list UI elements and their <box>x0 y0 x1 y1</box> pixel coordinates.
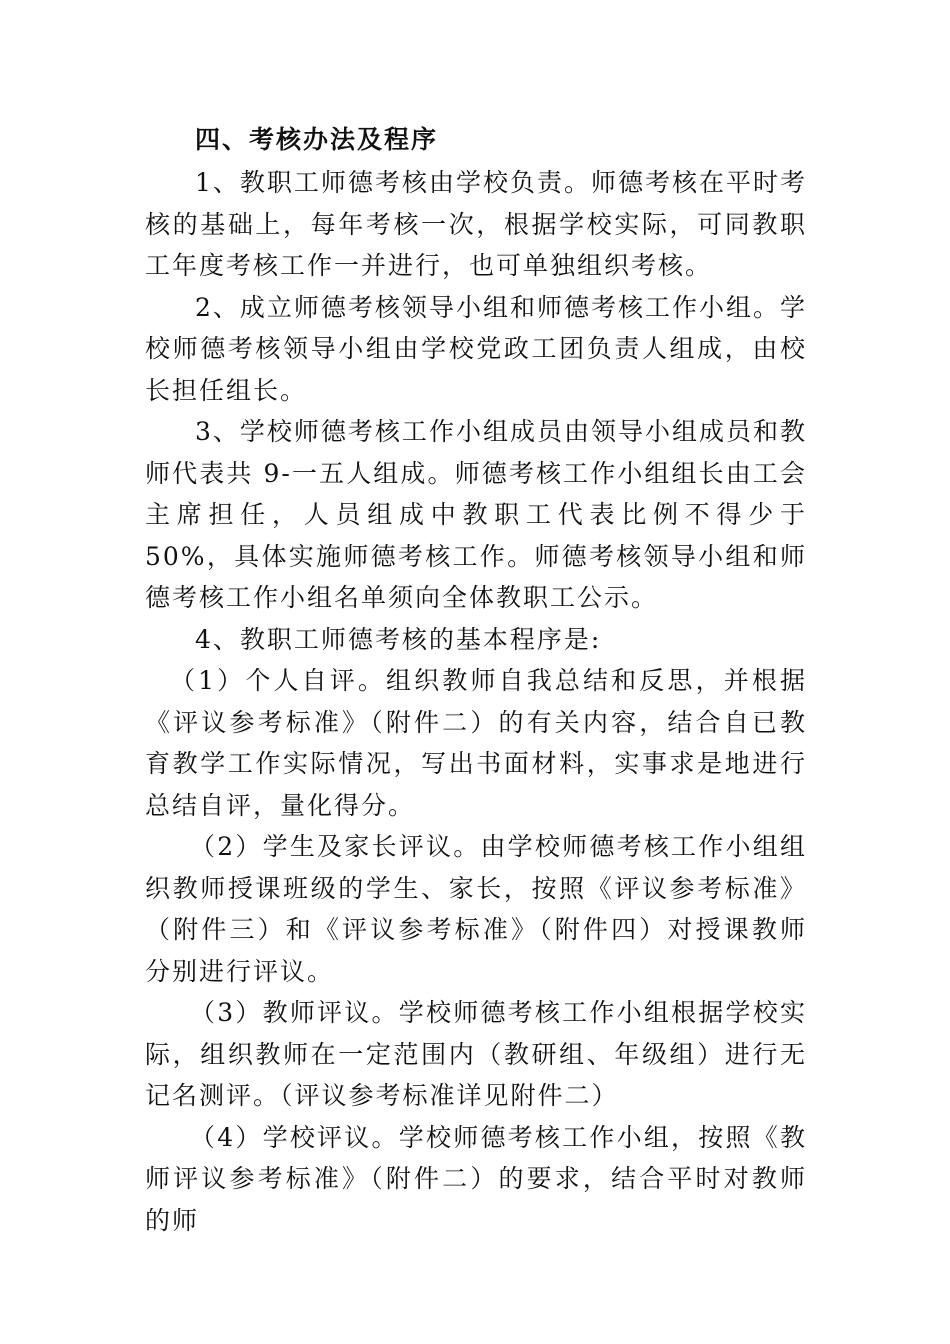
paragraph-2: 2、成立师德考核领导小组和师德考核工作小组。学校师德考核领导小组由学校党政工团负责人组成，由校长担任组长。 <box>145 292 807 405</box>
section-heading: 四、考核办法及程序 <box>195 125 439 154</box>
paragraph-7: （3）教师评议。学校师德考核工作小组根据学校实际，组织教师在一定范围内（教研组、年级组）进行无记名测评。（评议参考标准详见附件二） <box>145 998 807 1110</box>
paragraph-3: 3、学校师德考核工作小组成员由领导小组成员和教师代表共 9-一五人组成。师德考核工作小组组长由工会主席担任，人员组成中教职工代表比例不得少于 50%，具体实施师德考核工作。师德考核领导小组和师德考核工作小组名单须向全体教职工公示。 <box>145 417 807 612</box>
paragraph-8: （4）学校评议。学校师德考核工作小组，按照《教师评议参考标准》（附件二）的要求，结合平时对教师的师 <box>145 1122 807 1235</box>
paragraph-1: 1、教职工师德考核由学校负责。师德考核在平时考核的基础上，每年考核一次，根据学校实际，可同教职工年度考核工作一并进行，也可单独组织考核。 <box>145 168 807 280</box>
paragraph-6: （2）学生及家长评议。由学校师德考核工作小组组织教师授课班级的学生、家长，按照《评议参考标准》（附件三）和《评议参考标准》（附件四）对授课教师分别进行评议。 <box>145 832 807 986</box>
paragraph-4: 4、教职工师德考核的基本程序是: <box>195 624 602 654</box>
document-page <box>145 118 807 1241</box>
paragraph-5: （1）个人自评。组织教师自我总结和反思，并根据《评议参考标准》（附件二）的有关内容，结合自已教育教学工作实际情况，写出书面材料，实事求是地进行总结自评，量化得分。 <box>145 666 807 820</box>
